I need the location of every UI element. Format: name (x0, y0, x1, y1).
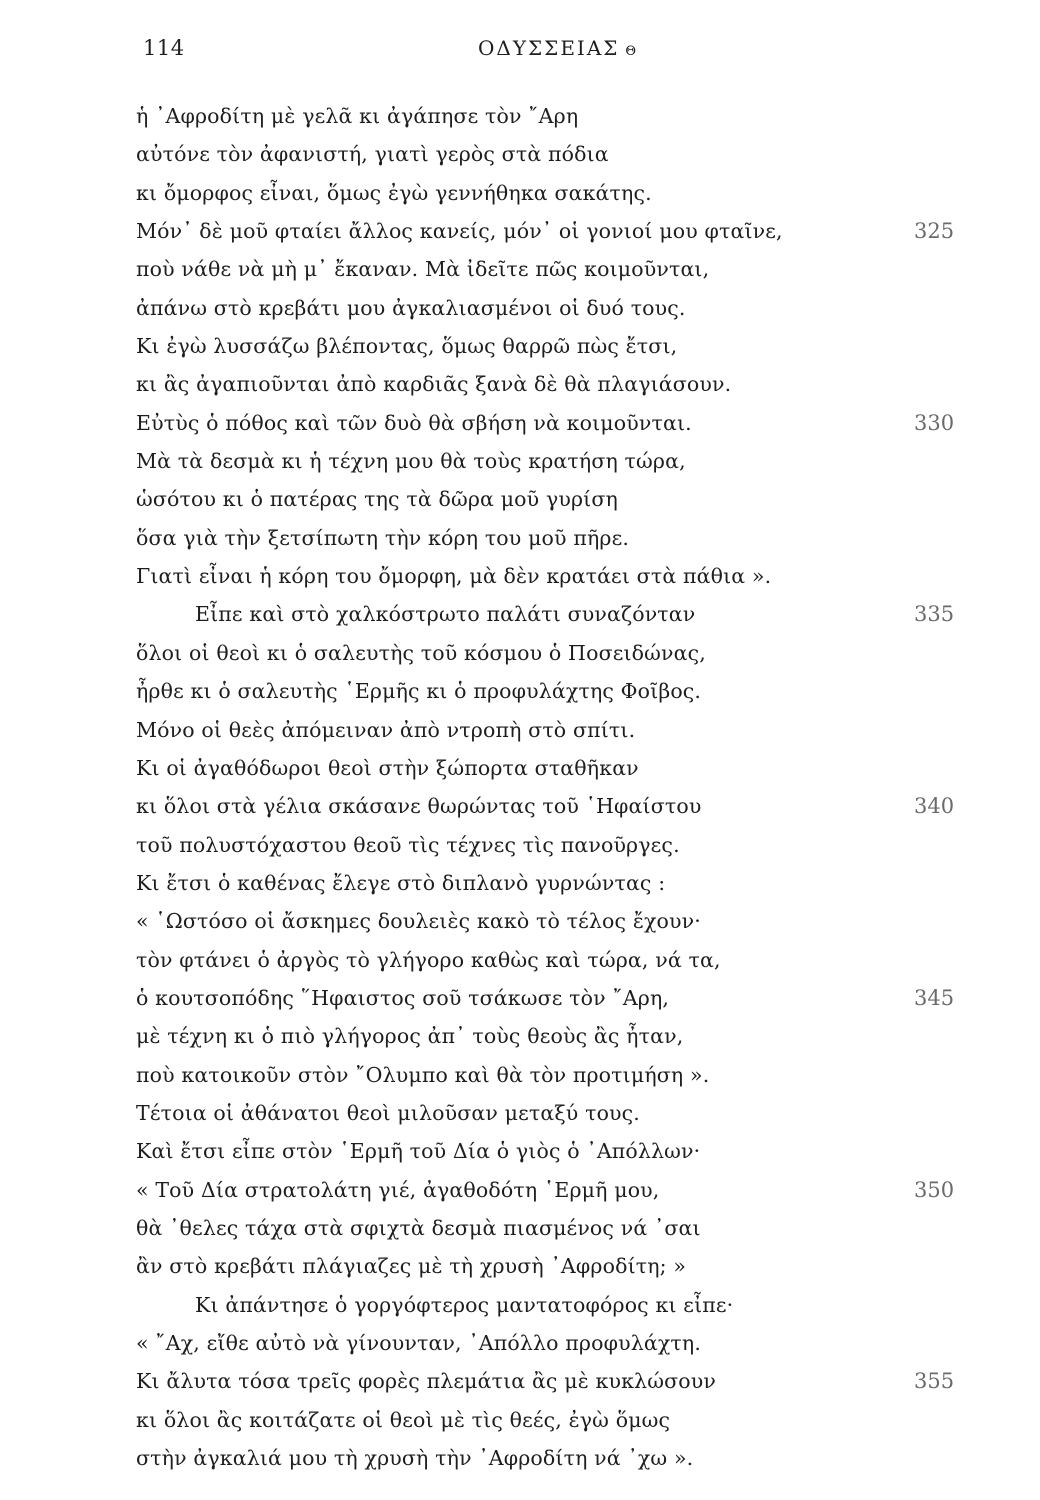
verse-text: « ῾Ωστόσο οἱ ἄσκημες δουλειὲς κακὸ τὸ τέλος ἔχουν· (136, 909, 701, 934)
verse-line (136, 711, 966, 749)
verse-text: Εἶπε καὶ στὸ χαλκόστρωτο παλάτι συναζόνταν (195, 602, 696, 627)
verse-text: στὴν ἀγκαλιά μου τὴ χρυσὴ τὴν ᾿Αφροδίτη νά ᾿χω ». (136, 1446, 694, 1471)
verse-text: ἡ ᾿Αφροδίτη μὲ γελᾶ κι ἀγάπησε τὸν ῎Αρη (136, 104, 579, 128)
verse-line (136, 135, 966, 173)
verse-text: τὸν φτάνει ὁ ἀργὸς τὸ γλήγορο καθὼς καὶ τώρα, νά τα, (136, 947, 721, 972)
verse-line (136, 212, 966, 250)
verse-text: Κι οἱ ἀγαθόδωροι θεοὶ στὴν ξώπορτα σταθῆκαν (136, 755, 639, 780)
verse-text: τοῦ πολυστόχαστου θεοῦ τὶς τέχνες τὶς πανοῦργες. (136, 832, 680, 857)
verse-line (136, 1056, 966, 1094)
verse-line (136, 327, 966, 365)
running-title (478, 36, 636, 60)
verse-text: κι ὅλοι ἂς κοιτάζατε οἱ θεοὶ μὲ τὶς θεές, ἐγὼ ὅμως (136, 1407, 671, 1432)
verse-line (136, 289, 966, 327)
verse-text: Τέτοια οἱ ἀθάνατοι θεοὶ μιλοῦσαν μεταξύ τους. (136, 1100, 640, 1125)
verse-line (136, 864, 966, 902)
verse-line (136, 1362, 966, 1400)
verse-line (136, 365, 966, 403)
verse-line (136, 595, 966, 633)
verse-text: μὲ τέχνη κι ὁ πιὸ γλήγορος ἀπ᾿ τοὺς θεοὺς ἂς ἦταν, (136, 1024, 684, 1049)
verse-text: ὅλοι οἱ θεοὶ κι ὁ σαλευτὴς τοῦ κόσμου ὁ Ποσειδώνας, (136, 640, 706, 665)
verse-line (136, 250, 966, 288)
line-number: 350 (914, 1177, 955, 1202)
verse-text: ὡσότου κι ὁ πατέρας της τὰ δῶρα μοῦ γυρίση (136, 487, 618, 512)
verse-text: Κι ἀπάντησε ὁ γοργόφτερος μαντατοφόρος κι εἶπε· (195, 1292, 734, 1317)
line-number: 355 (914, 1369, 955, 1394)
verse-text: Καὶ ἔτσι εἶπε στὸν ῾Ερμῆ τοῦ Δία ὁ γιὸς ὁ ᾿Απόλλων· (136, 1139, 701, 1164)
verse-text: Κι ἐγὼ λυσσάζω βλέποντας, ὅμως θαρρῶ πὼς ἔτσι, (136, 334, 678, 359)
verse-text: ἀπάνω στὸ κρεβάτι μου ἀγκαλιασμένοι οἱ δυό τους. (136, 295, 686, 320)
verse-line (136, 97, 966, 135)
verse-text: Μόν᾿ δὲ μοῦ φταίει ἄλλος κανείς, μόν᾿ οἱ γονιοί μου φταῖνε, (136, 219, 783, 244)
verse-line (136, 480, 966, 518)
verse-text: Μόνο οἱ θεὲς ἀπόμειναν ἀπὸ ντροπὴ στὸ σπίτι. (136, 717, 636, 742)
page-number: 114 (143, 36, 185, 60)
verse-line (136, 749, 966, 787)
verse-text: αὐτόνε τὸν ἀφανιστή, γιατὶ γερὸς στὰ πόδια (136, 142, 609, 167)
running-title-text: ΟΔΥΣΣΕΙΑΣ (478, 36, 620, 60)
verse-text: « Τοῦ Δία στρατολάτη γιέ, ἀγαθοδότη ῾Ερμῆ μου, (136, 1177, 660, 1202)
verse-line (136, 1439, 966, 1477)
verse-text: ποὺ νάθε νὰ μὴ μ᾿ ἔκαναν. Μὰ ἰδεῖτε πῶς κοιμοῦνται, (136, 257, 710, 282)
verse-line (136, 1132, 966, 1170)
verse-text: Γιατὶ εἶναι ἡ κόρη του ὄμορφη, μὰ δὲν κρατάει στὰ πάθια ». (136, 564, 772, 589)
verse-line (136, 174, 966, 212)
verse-text: ἂν στὸ κρεβάτι πλάγιαζες μὲ τὴ χρυσὴ ᾿Αφροδίτη; » (136, 1254, 687, 1279)
verse-text: Εὐτὺς ὁ πόθος καὶ τῶν δυὸ θὰ σβήση νὰ κοιμοῦνται. (136, 410, 692, 435)
verse-text: θὰ ᾿θελες τάχα στὰ σφιχτὰ δεσμὰ πιασμένος νά ᾿σαι (136, 1215, 701, 1240)
verse-text: κι ὅλοι στὰ γέλια σκάσανε θωρώντας τοῦ ῾Ηφαίστου (136, 794, 702, 819)
line-number: 325 (914, 219, 955, 244)
line-number: 330 (914, 410, 955, 435)
verse-line (136, 787, 966, 825)
verse-line (136, 404, 966, 442)
book-letter: Θ (625, 44, 637, 59)
verse-text: κι ὄμορφος εἶναι, ὅμως ἐγὼ γεννήθηκα σακάτης. (136, 180, 652, 205)
verse-text: ὅσα γιὰ τὴν ξετσίπωτη τὴν κόρη του μοῦ πῆρε. (136, 525, 630, 550)
verse-line (136, 1017, 966, 1055)
poem-text (136, 97, 966, 1477)
verse-line (136, 826, 966, 864)
verse-text: ἦρθε κι ὁ σαλευτὴς ῾Ερμῆς κι ὁ προφυλάχτης Φοῖβος. (136, 679, 702, 704)
verse-line (136, 979, 966, 1017)
verse-line (136, 672, 966, 710)
verse-line (136, 519, 966, 557)
verse-text: ποὺ κατοικοῦν στὸν ῎Ολυμπο καὶ θὰ τὸν προτιμήση ». (136, 1062, 710, 1087)
line-number: 340 (914, 794, 955, 819)
verse-line (136, 1171, 966, 1209)
verse-line (136, 902, 966, 940)
verse-text: « ῎Αχ, εἴθε αὐτὸ νὰ γίνουνταν, ᾿Απόλλο προφυλάχτη. (136, 1331, 702, 1355)
verse-line (136, 1247, 966, 1285)
line-number: 345 (914, 985, 955, 1010)
verse-line (136, 557, 966, 595)
verse-line (136, 1401, 966, 1439)
verse-line (136, 1209, 966, 1247)
verse-text: ὁ κουτσοπόδης ῞Ηφαιστος σοῦ τσάκωσε τὸν ῎Αρη, (136, 985, 670, 1010)
verse-line (136, 1324, 966, 1362)
verse-text: Κι ἄλυτα τόσα τρεῖς φορὲς πλεμάτια ἂς μὲ κυκλώσουν (136, 1369, 716, 1394)
verse-text: Κι ἔτσι ὁ καθένας ἔλεγε στὸ διπλανὸ γυρνώντας : (136, 870, 666, 895)
verse-text: κι ἂς ἀγαπιοῦνται ἀπὸ καρδιᾶς ξανὰ δὲ θὰ πλαγιάσουν. (136, 372, 732, 397)
verse-line (136, 442, 966, 480)
line-number: 335 (914, 602, 955, 627)
verse-line (136, 941, 966, 979)
verse-line (136, 1094, 966, 1132)
verse-line (136, 1286, 966, 1324)
verse-line (136, 634, 966, 672)
verse-text: Μὰ τὰ δεσμὰ κι ἡ τέχνη μου θὰ τοὺς κρατήση τώρα, (136, 449, 686, 474)
